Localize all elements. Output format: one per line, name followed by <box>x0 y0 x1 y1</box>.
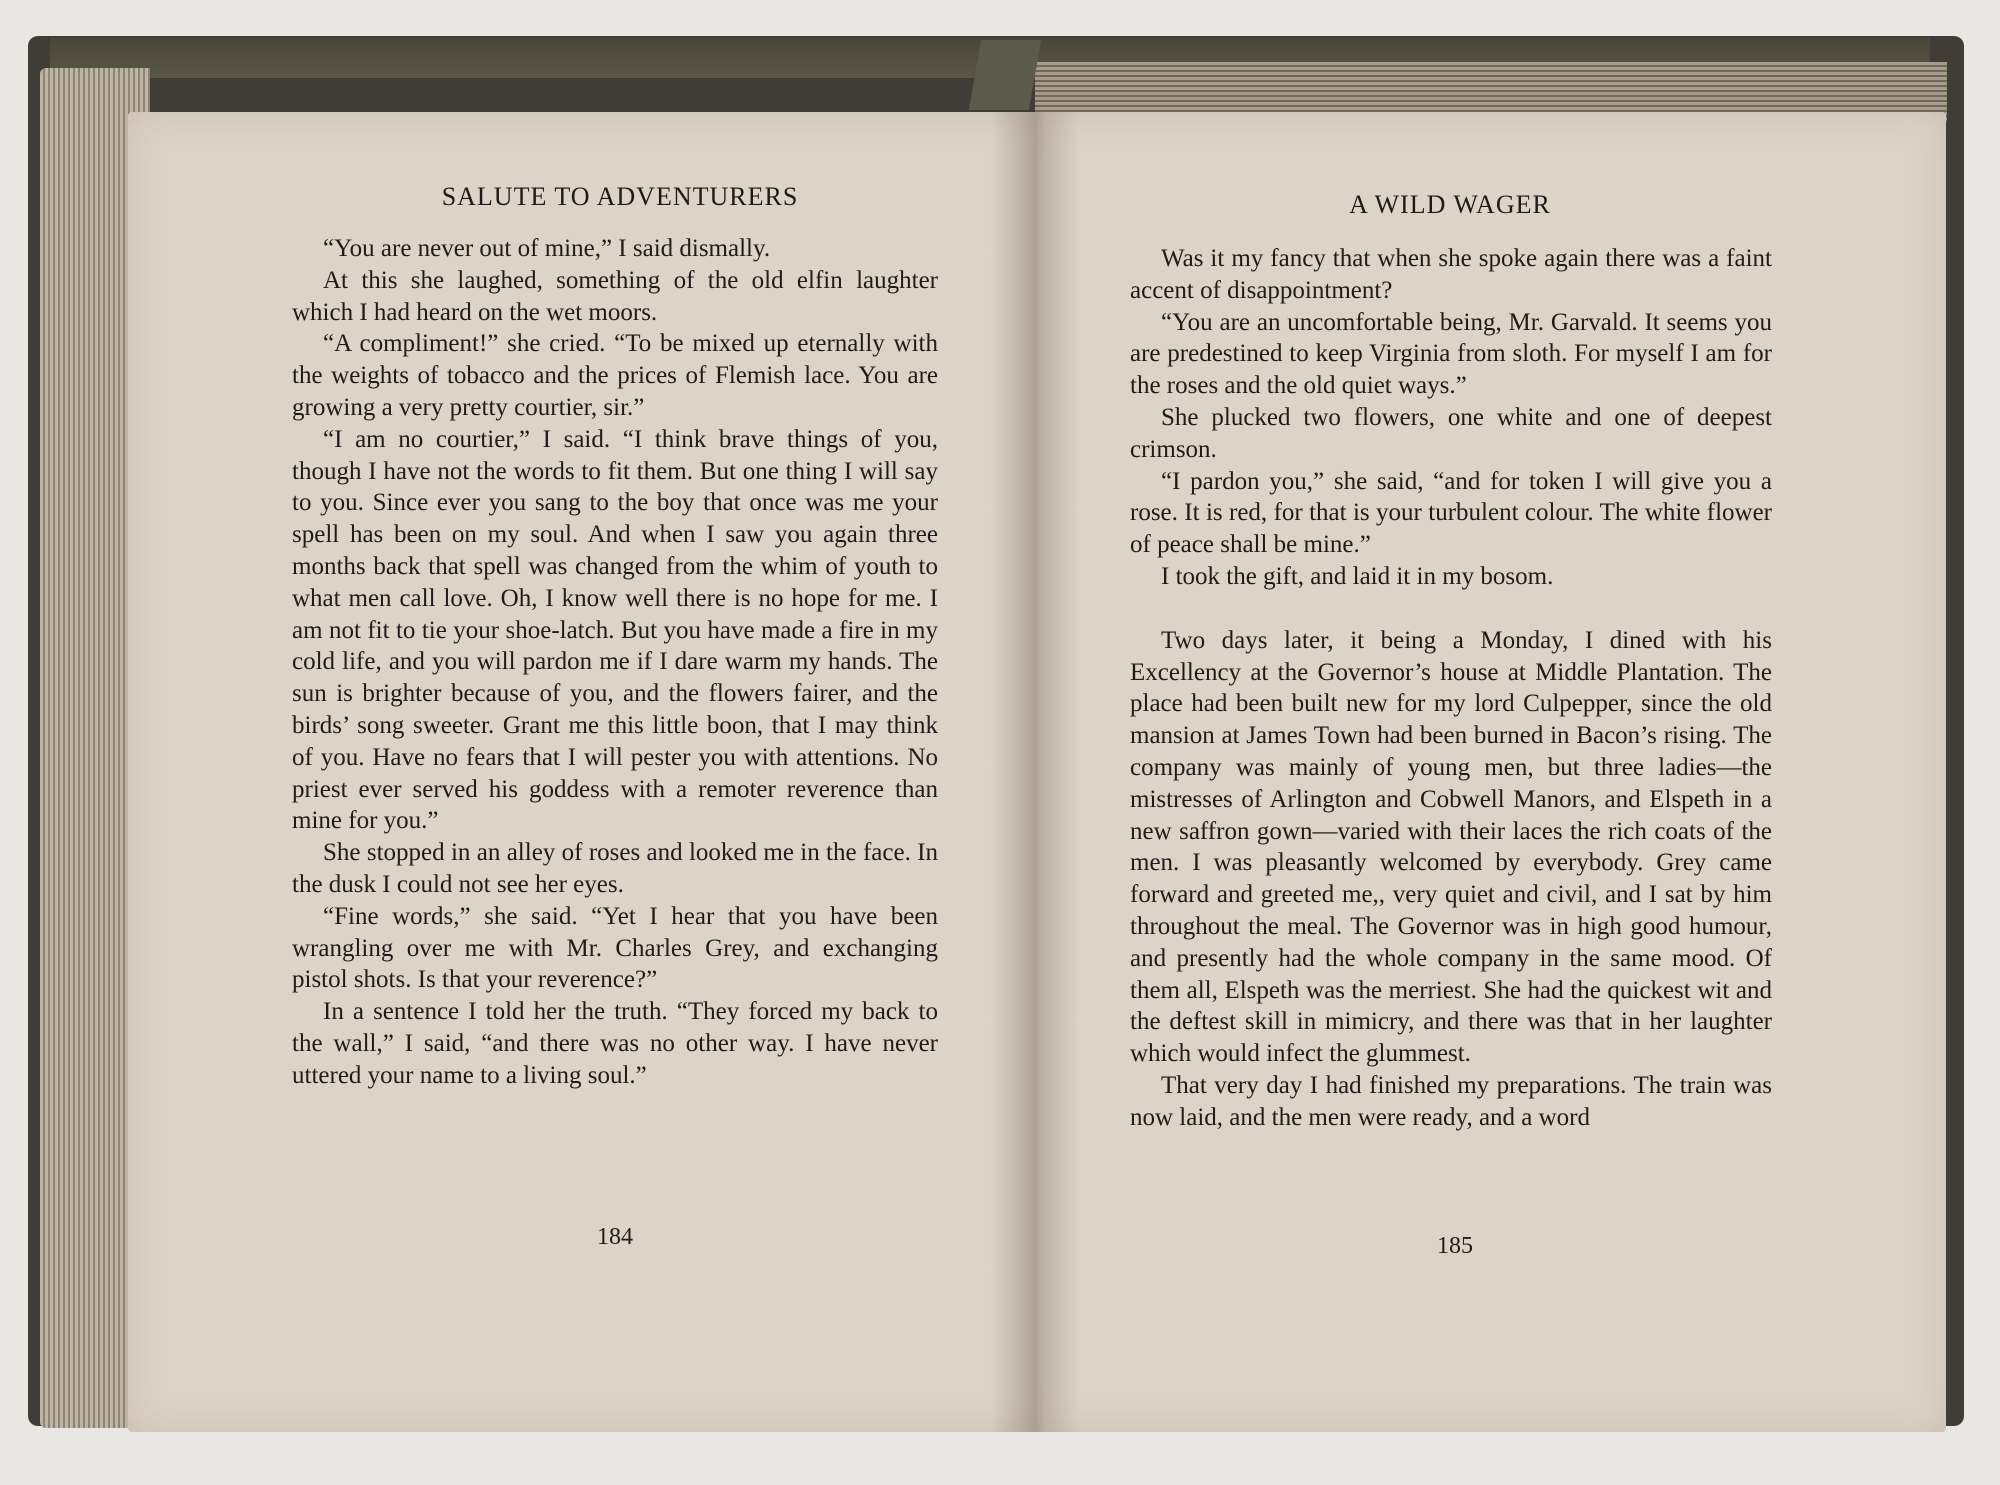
left-paragraph: “A compliment!” she cried. “To be mixed up eternally with the weights of tobacco and the prices of Flemish lace. You are growing a very pretty courtier, sir.” <box>292 330 938 421</box>
left-paragraph: In a sentence I told her the truth. “They forced my back to the wall,” I said, “and there was no other way. I have never uttered your name to a living soul.” <box>292 998 938 1089</box>
left-page-number: 184 <box>597 1224 633 1250</box>
page-gutter-shadow <box>990 112 1080 1432</box>
left-running-head: SALUTE TO ADVENTURERS <box>441 182 799 211</box>
right-paragraph: “You are an uncomfortable being, Mr. Garvald. It seems you are predestined to keep Virginia from sloth. For myself I am for the roses and the old quiet ways.” <box>1130 308 1772 400</box>
right-paragraph: “I pardon you,” she said, “and for token I will give you a rose. It is red, for that is your turbulent colour. The white flower of peace shall be mine.” <box>1130 467 1772 559</box>
right-running-head: A WILD WAGER <box>1349 190 1551 219</box>
right-paragraph: Two days later, it being a Monday, I dined with his Excellency at the Governor’s house at Middle Plantation. The place had been built new for my lord Culpepper, since the old mansion at James Town had been burned in Bacon’s rising. The company was mainly of young men, but three ladies—the mistresses of Arlington and Cobwell Manors, and Elspeth in a new saffron gown—varied with their laces the rich coats of the men. I was pleasantly welcomed by everybody. Grey came forward and greeted me,, very quiet and civil, and I sat by him throughout the meal. The Governor was in high good humour, and presently had the whole company in the same mood. Of them all, Elspeth was the merriest. She had the quickest wit and the deftest skill in mimicry, and there was that in her laughter which would infect the glummest. <box>1130 626 1772 1068</box>
right-page-body <box>1130 243 1772 1134</box>
right-paragraph: I took the gift, and laid it in my bosom. <box>1161 562 1554 590</box>
right-paragraph: That very day I had finished my preparations. The train was now laid, and the men were ready, and a word <box>1130 1071 1772 1131</box>
right-paragraph: Was it my fancy that when she spoke again there was a faint accent of disappointment? <box>1130 245 1772 304</box>
right-paragraph: She plucked two flowers, one white and one of deepest crimson. <box>1130 403 1772 463</box>
left-paragraph: “Fine words,” she said. “Yet I hear that you have been wrangling over me with Mr. Charles Grey, and exchanging pistol shots. Is that your reverence?” <box>292 902 938 994</box>
left-paragraph: At this she laughed, something of the old elfin laughter which I had heard on the wet moors. <box>292 266 938 326</box>
left-paragraph: “You are never out of mine,” I said dismally. <box>323 235 771 262</box>
left-paragraph: “I am no courtier,” I said. “I think brave things of you, though I have not the words to fit them. But one thing I will say to you. Since ever you sang to the boy that once was me your spell has been on my soul. And when I saw you again three months back that spell was changed from the whim of youth to what men call love. Oh, I know well there is no hope for me. I am not fit to tie your shoe-latch. But you have made a fire in my cold life, and you will pardon me if I dare warm my hands. The sun is brighter because of you, and the flowers fairer, and the birds’ song sweeter. Grant me this little boon, that I may think of you. Have no fears that I will pester you with attentions. No priest ever served his goddess with a remoter reverence than mine for you.” <box>292 425 938 835</box>
right-page-number: 185 <box>1437 1233 1473 1259</box>
spine-headband <box>969 40 1041 110</box>
left-paragraph: She stopped in an alley of roses and looked me in the face. In the dusk I could not see her eyes. <box>292 839 938 898</box>
left-page-body <box>292 233 938 1092</box>
